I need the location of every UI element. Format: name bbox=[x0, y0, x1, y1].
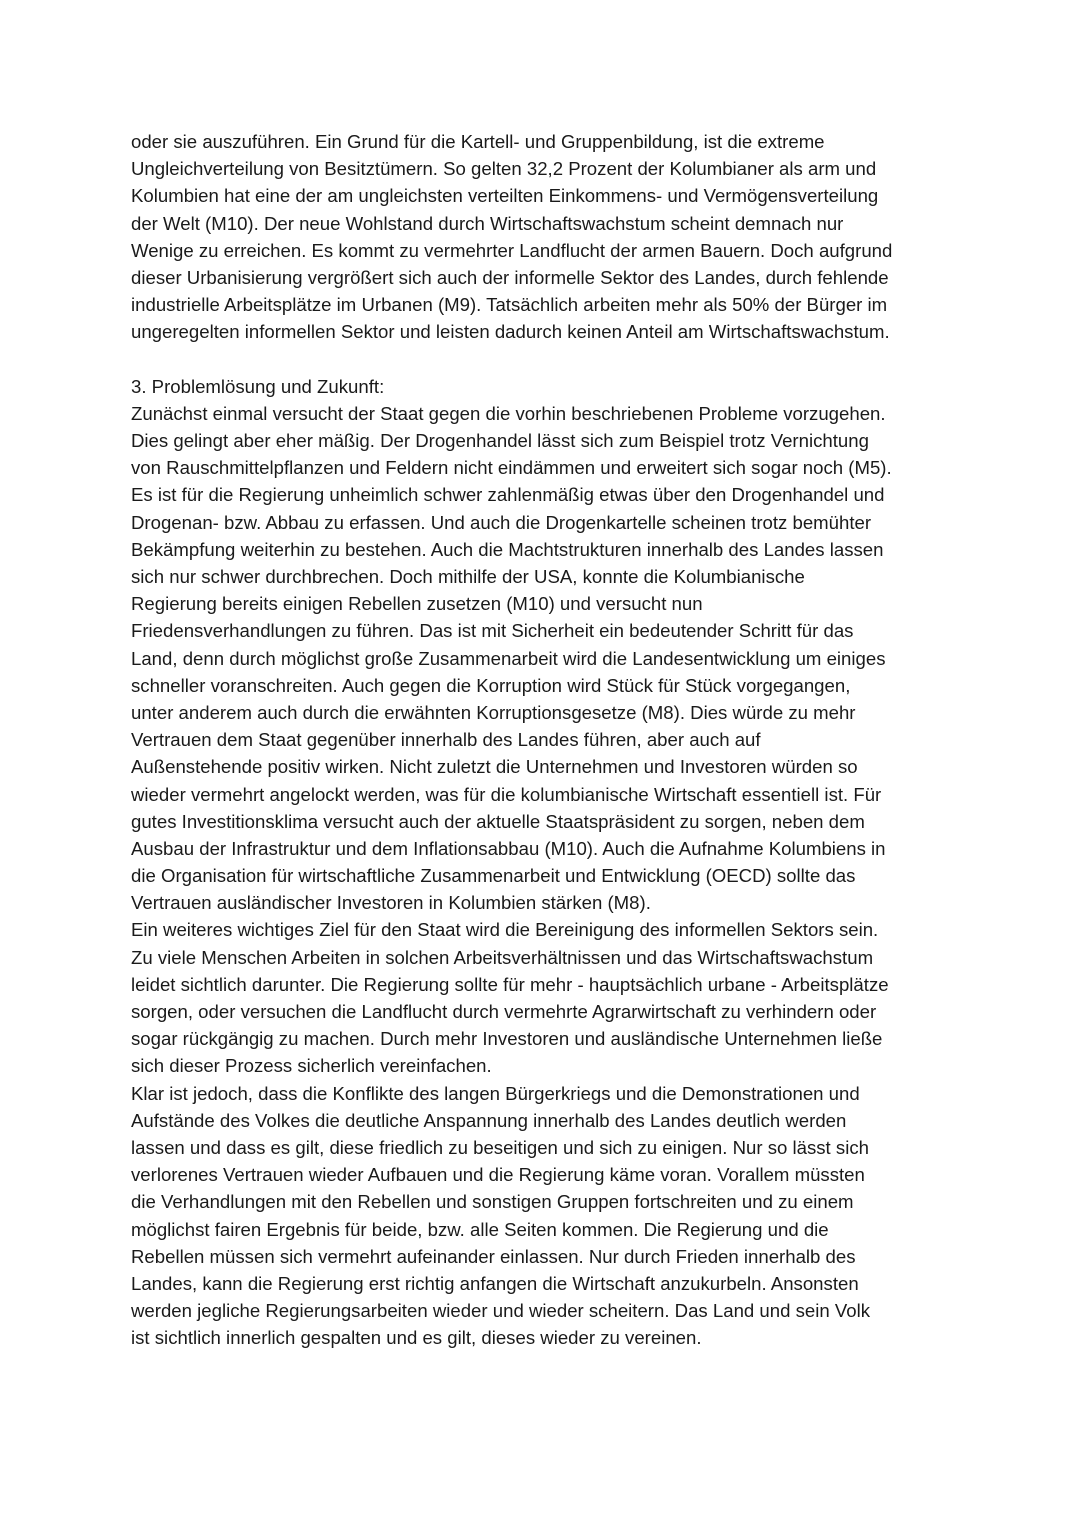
text-line: Bekämpfung weiterhin zu bestehen. Auch die Machtstrukturen innerhalb des Landes lassen bbox=[131, 538, 884, 560]
text-line: Ein weiteres wichtiges Ziel für den Staat wird die Bereinigung des informellen Sektors sein. bbox=[131, 919, 879, 941]
text-line: die Organisation für wirtschaftliche Zusammenarbeit und Entwicklung (OECD) sollte das bbox=[131, 865, 856, 887]
text-line: Drogenan- bzw. Abbau zu erfassen. Und auch die Drogenkartelle scheinen trotz bemühter bbox=[131, 511, 872, 533]
text-line: Regierung bereits einigen Rebellen zusetzen (M10) und versucht nun bbox=[131, 593, 703, 615]
text-line: Dies gelingt aber eher mäßig. Der Drogenhandel lässt sich zum Beispiel trotz Vernichtung bbox=[131, 430, 869, 452]
text-line: Es ist für die Regierung unheimlich schwer zahlenmäßig etwas über den Drogenhandel und bbox=[131, 484, 885, 506]
text-line: oder sie auszuführen. Ein Grund für die Kartell- und Gruppenbildung, ist die extreme bbox=[131, 131, 825, 152]
text-line: unter anderem auch durch die erwähnten Korruptionsgesetze (M8). Dies würde zu mehr bbox=[131, 701, 856, 723]
text-line: von Rauschmittelpflanzen und Feldern nicht eindämmen und erweitert sich sogar noch (M5). bbox=[131, 457, 892, 479]
paragraph-continuation bbox=[131, 128, 956, 346]
section-paragraph-3 bbox=[131, 1080, 956, 1352]
text-line: Zunächst einmal versucht der Staat gegen die vorhin beschriebenen Probleme vorzugehen. bbox=[131, 402, 886, 424]
text-line: möglichst fairen Ergebnis für beide, bzw. alle Seiten kommen. Die Regierung und die bbox=[131, 1218, 829, 1240]
text-line: sich dieser Prozess sicherlich vereinfachen. bbox=[131, 1055, 492, 1077]
text-line: verlorenes Vertrauen wieder Aufbauen und die Regierung käme voran. Vorallem müssten bbox=[131, 1164, 865, 1186]
text-line: wieder vermehrt angelockt werden, was für die kolumbianische Wirtschaft essentiell ist. Für bbox=[131, 783, 882, 805]
text-line: Vertrauen ausländischer Investoren in Kolumbien stärken (M8). bbox=[131, 892, 651, 914]
text-line: Rebellen müssen sich vermehrt aufeinander einlassen. Nur durch Frieden innerhalb des bbox=[131, 1245, 856, 1267]
text-line: Friedensverhandlungen zu führen. Das ist mit Sicherheit ein bedeutender Schritt für das bbox=[131, 620, 854, 642]
text-line: Zu viele Menschen Arbeiten in solchen Arbeitsverhältnissen und das Wirtschaftswachstum bbox=[131, 946, 874, 968]
section-heading: 3. Problemlösung und Zukunft: bbox=[131, 375, 385, 397]
section-paragraph-1 bbox=[131, 400, 956, 917]
text-line: dieser Urbanisierung vergrößert sich auch der informelle Sektor des Landes, durch fehlende bbox=[131, 266, 889, 288]
text-line: lassen und dass es gilt, diese friedlich zu beseitigen und sich zu einigen. Nur so lässt sich bbox=[131, 1136, 869, 1158]
section-paragraph-2 bbox=[131, 916, 956, 1079]
text-line: der Welt (M10). Der neue Wohlstand durch Wirtschaftswachstum scheint demnach nur bbox=[131, 212, 844, 234]
text-line: sich nur schwer durchbrechen. Doch mithilfe der USA, konnte die Kolumbianische bbox=[131, 566, 805, 587]
text-line: Landes, kann die Regierung erst richtig anfangen die Wirtschaft anzukurbeln. Ansonsten bbox=[131, 1272, 859, 1294]
text-line: werden jegliche Regierungsarbeiten wieder und wieder scheitern. Das Land und sein Volk bbox=[131, 1300, 871, 1322]
text-line: gutes Investitionsklima versucht auch der aktuelle Staatspräsident zu sorgen, neben dem bbox=[131, 810, 865, 832]
text-line: Aufstände des Volkes die deutliche Anspannung innerhalb des Landes deutlich werden bbox=[131, 1109, 847, 1131]
text-line: Ungleichverteilung von Besitztümern. So gelten 32,2 Prozent der Kolumbianer als arm und bbox=[131, 158, 877, 180]
text-line: die Verhandlungen mit den Rebellen und sonstigen Gruppen fortschreiten und zu einem bbox=[131, 1191, 854, 1213]
paragraph-gap bbox=[131, 346, 956, 373]
document-body bbox=[131, 128, 956, 1351]
text-line: leidet sichtlich darunter. Die Regierung sollte für mehr - hauptsächlich urbane - Arbeitsplätze bbox=[131, 973, 889, 995]
text-line: schneller voranschreiten. Auch gegen die Korruption wird Stück für Stück vorgegangen, bbox=[131, 674, 851, 696]
text-line: Klar ist jedoch, dass die Konflikte des langen Bürgerkriegs und die Demonstrationen und bbox=[131, 1082, 860, 1104]
text-line: Außenstehende positiv wirken. Nicht zuletzt die Unternehmen und Investoren würden so bbox=[131, 756, 858, 778]
text-line: sorgen, oder versuchen die Landflucht durch vermehrte Agrarwirtschaft zu verhindern oder bbox=[131, 1001, 877, 1022]
text-line: Land, denn durch möglichst große Zusammenarbeit wird die Landesentwicklung um einiges bbox=[131, 647, 886, 669]
text-line: Vertrauen dem Staat gegenüber innerhalb des Landes führen, aber auch auf bbox=[131, 729, 761, 751]
text-line: ungeregelten informellen Sektor und leisten dadurch keinen Anteil am Wirtschaftswachstum. bbox=[131, 321, 890, 343]
text-line: Wenige zu erreichen. Es kommt zu vermehrter Landflucht der armen Bauern. Doch aufgrund bbox=[131, 239, 893, 261]
text-line: industrielle Arbeitsplätze im Urbanen (M9). Tatsächlich arbeiten mehr als 50% der Bürger im bbox=[131, 294, 888, 316]
text-line: Kolumbien hat eine der am ungleichsten verteilten Einkommens- und Vermögensverteilung bbox=[131, 185, 879, 207]
text-line: Ausbau der Infrastruktur und dem Inflationsabbau (M10). Auch die Aufnahme Kolumbiens in bbox=[131, 837, 886, 859]
text-line: sogar rückgängig zu machen. Durch mehr Investoren und ausländische Unternehmen ließe bbox=[131, 1028, 883, 1050]
text-line: ist sichtlich innerlich gespalten und es gilt, dieses wieder zu vereinen. bbox=[131, 1327, 702, 1349]
